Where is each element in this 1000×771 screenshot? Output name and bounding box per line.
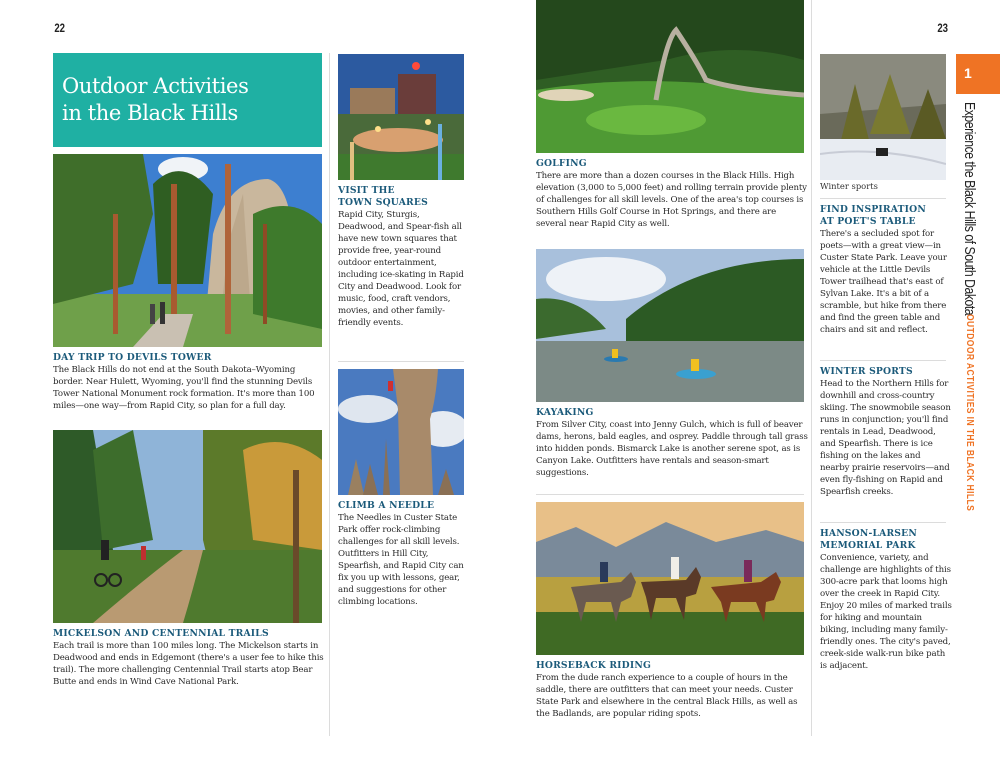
town-square-photo xyxy=(338,54,464,180)
section-heading-line-2: MEMORIAL PARK xyxy=(820,540,916,551)
section-horseback-riding xyxy=(536,660,808,720)
horseback-photo xyxy=(536,502,804,655)
running-head xyxy=(958,102,980,522)
section-body: The Needles in Custer State Park offer rock-climbing challenges for all skill levels. Outfitters in Hill City, Spearfish, and Rapid City can fix you up with lessons, gear, and suggestions for other climbing locations. xyxy=(338,513,464,607)
section-heading: CLIMB A NEEDLE xyxy=(338,500,435,511)
section-heading-line-2: TOWN SQUARES xyxy=(338,197,428,208)
section-climb-needle xyxy=(338,500,468,608)
section-heading-line-2: AT POET'S TABLE xyxy=(820,216,916,227)
golf-photo xyxy=(536,0,804,153)
section-body: There's a secluded spot for poets—with a great view—in Custer State Park. Leave your vehicle at the Little Devils Tower trailhead that's east of Sylvan Lake. It's a bit of a scramble, but hike from there and find the green table and chairs and sit and reflect. xyxy=(820,229,947,335)
page-number-left: 22 xyxy=(54,21,66,35)
section-devils-tower xyxy=(53,352,325,412)
section-heading: GOLFING xyxy=(536,158,587,169)
running-head-book-title: Experience the Black Hills of South Dakota xyxy=(961,102,978,316)
column-divider xyxy=(811,0,812,736)
chapter-tab xyxy=(956,54,1000,94)
section-body: Head to the Northern Hills for downhill and cross-country skiing. The snowmobile season runs in conjunction; you'll find rentals in Lead, Deadwood, and Spearfish. There is ice fishing on the lakes and nearby prairie reservoirs—and even fly-fishing on Rapid and Spearfish creeks. xyxy=(820,379,951,497)
section-divider xyxy=(338,361,464,362)
section-body: Each trail is more than 100 miles long. The Mickelson starts in Deadwood and ends in Edgemont (there's a user fee to hike this trail). The more challenging Centennial Trail starts atop Bear Butte and ends in Wind Cave National Park. xyxy=(53,641,324,687)
section-heading: DAY TRIP TO DEVILS TOWER xyxy=(53,352,212,363)
title-line-2: in the Black Hills xyxy=(62,101,238,125)
section-body: There are more than a dozen courses in the Black Hills. High elevation (3,000 to 5,000 feet) and rolling terrain provide plenty of challenges for all skill levels. One of the area's top courses is Southern Hills Golf Course in Hot Springs, and there are several near Rapid City as well. xyxy=(536,171,807,229)
page-number-right: 23 xyxy=(937,21,949,35)
chapter-title-box xyxy=(53,53,322,147)
section-heading-line-1: VISIT THE xyxy=(338,185,395,196)
section-golfing xyxy=(536,158,808,230)
section-divider xyxy=(820,522,946,523)
section-hanson-larsen xyxy=(820,528,952,672)
title-line-1: Outdoor Activities xyxy=(62,74,249,98)
section-heading: HORSEBACK RIDING xyxy=(536,660,651,671)
bike-trail-photo xyxy=(53,430,322,623)
section-divider xyxy=(536,494,804,495)
section-body: The Black Hills do not end at the South Dakota–Wyoming border. Near Hulett, Wyoming, you'll find the stunning Devils Tower National Monument rock formation. It's more than 100 miles—one way—from Rapid City, so plan for a full day. xyxy=(53,365,315,411)
section-town-squares xyxy=(338,185,468,329)
section-divider xyxy=(820,198,946,199)
running-head-section: OUTDOOR ACTIVITIES IN THE BLACK HILLS xyxy=(964,314,975,512)
section-heading-line-1: HANSON-LARSEN xyxy=(820,528,917,539)
kayak-photo xyxy=(536,249,804,402)
devils-tower-photo xyxy=(53,154,322,347)
section-body: Rapid City, Sturgis, Deadwood, and Spear-fish all have new town squares that provide free, year-round outdoor entertainment, including ice-skating in Rapid City and Deadwood. Look for music, food, craft vendors, movies, and other family-friendly events. xyxy=(338,210,464,328)
section-divider xyxy=(820,360,946,361)
section-poets-table xyxy=(820,204,952,336)
winter-sports-photo xyxy=(820,54,946,180)
section-heading: KAYAKING xyxy=(536,407,594,418)
photo-caption: Winter sports xyxy=(820,181,878,191)
section-body: Convenience, variety, and challenge are highlights of this 300-acre park that looms high over the creek in Rapid City. Enjoy 20 miles of marked trails for hiking and mountain biking, including many family-friendly ones. The city's paved, creek-side walk-run bike path is adjacent. xyxy=(820,553,952,671)
climbing-needle-photo xyxy=(338,369,464,495)
section-kayaking xyxy=(536,407,808,479)
section-body: From the dude ranch experience to a couple of hours in the saddle, there are outfitters that can meet your needs. Custer State Park and elsewhere in the central Black Hills, as well as the Badlands, are popular riding spots. xyxy=(536,673,798,719)
chapter-number: 1 xyxy=(964,65,972,81)
section-winter-sports xyxy=(820,366,952,498)
section-body: From Silver City, coast into Jenny Gulch, which is full of beaver dams, herons, bald eagles, and osprey. Paddle through tall grass into hidden ponds. Bismarck Lake is another serene spot, as is Canyon Lake. Outfitters have rentals and season-smart suggestions. xyxy=(536,420,808,478)
section-heading: WINTER SPORTS xyxy=(820,366,913,377)
section-heading-line-1: FIND INSPIRATION xyxy=(820,204,926,215)
section-heading: MICKELSON AND CENTENNIAL TRAILS xyxy=(53,628,269,639)
section-mickelson-trails xyxy=(53,628,325,688)
column-divider xyxy=(329,53,330,736)
